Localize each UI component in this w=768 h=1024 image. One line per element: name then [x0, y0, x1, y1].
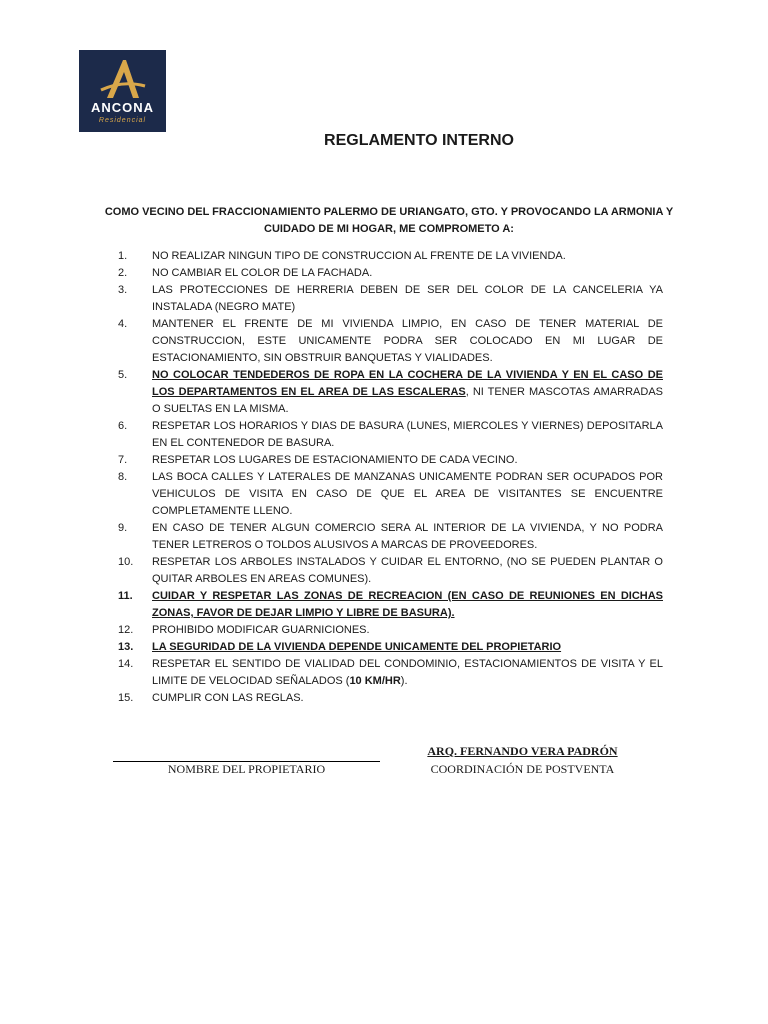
rule-number: 5. — [118, 369, 128, 381]
owner-signature-label: NOMBRE DEL PROPIETARIO — [167, 762, 326, 776]
rules-list — [118, 248, 663, 707]
rule-text: PROHIBIDO MODIFICAR GUARNICIONES. — [152, 624, 370, 636]
rule-number: 10. — [118, 556, 134, 568]
rule-text: NO REALIZAR NINGUN TIPO DE CONSTRUCCION AL FRENTE DE LA VIVIENDA. — [152, 250, 566, 262]
rule-text: LA SEGURIDAD DE LA VIVIENDA DEPENDE UNICAMENTE DEL PROPIETARIO — [152, 641, 562, 653]
rule-text-rest: , NI TENER MASCOTAS AMARRADAS O SUELTAS EN LA MISMA. — [152, 386, 663, 415]
rule-number: 14. — [118, 658, 134, 670]
rule-text: EN CASO DE TENER ALGUN COMERCIO SERA AL INTERIOR DE LA VIVIENDA, Y NO PODRA TENER LETREROS O TOLDOS ALUSIVOS A MARCAS DE PROVEEDORES. — [152, 522, 663, 551]
company-logo — [79, 50, 166, 132]
rule-number: 11. — [118, 590, 133, 602]
rule-text-part: RESPETAR EL SENTIDO DE VIALIDAD DEL CONDOMINIO, ESTACIONAMIENTOS DE VISITA Y EL LIMITE DE VELOCIDAD SEÑALADOS ( — [152, 658, 663, 687]
rule-item — [118, 690, 663, 707]
document-title: REGLAMENTO INTERNO — [324, 132, 514, 149]
rule-item — [118, 622, 663, 639]
rule-item — [118, 316, 663, 367]
coordinator-name: ARQ. FERNANDO VERA PADRÓN — [427, 744, 618, 758]
coordinator-role: COORDINACIÓN DE POSTVENTA — [430, 762, 615, 776]
rule-text: RESPETAR LOS HORARIOS Y DIAS DE BASURA (LUNES, MIERCOLES Y VIERNES) DEPOSITARLA EN EL CONTENEDOR DE BASURA. — [152, 420, 663, 449]
rule-item — [118, 282, 663, 316]
rule-number: 7. — [118, 454, 128, 466]
rule-number: 3. — [118, 284, 128, 296]
rule-item — [118, 588, 663, 622]
rule-item — [118, 452, 663, 469]
rule-item — [118, 469, 663, 520]
rule-text — [152, 656, 663, 690]
rule-text: RESPETAR LOS ARBOLES INSTALADOS Y CUIDAR EL ENTORNO, (NO SE PUEDEN PLANTAR O QUITAR ARBOLES EN AREAS COMUNES). — [152, 556, 663, 585]
rule-item — [118, 520, 663, 554]
rule-text: CUIDAR Y RESPETAR LAS ZONAS DE RECREACION (EN CASO DE REUNIONES EN DICHAS ZONAS, FAVOR DE DEJAR LIMPIO Y LIBRE DE BASURA). — [152, 590, 663, 619]
rule-item — [118, 656, 663, 690]
rule-number: 4. — [118, 318, 128, 330]
rule-item — [118, 367, 663, 418]
rule-number: 1. — [118, 250, 128, 262]
rule-item — [118, 248, 663, 265]
rule-text-part: ). — [400, 675, 408, 687]
rule-text — [152, 367, 663, 418]
rule-number: 9. — [118, 522, 128, 534]
intro-paragraph: COMO VECINO DEL FRACCIONAMIENTO PALERMO DE URIANGATO, GTO. Y PROVOCANDO LA ARMONIA Y CUIDADO DE MI HOGAR, ME COMPROMETO A: — [104, 206, 674, 235]
rule-number: 2. — [118, 267, 128, 279]
rule-number: 6. — [118, 420, 128, 432]
rule-text-emphasis: NO COLOCAR TENDEDEROS DE ROPA EN LA COCHERA DE LA VIVIENDA Y EN EL CASO DE LOS DEPARTAMENTOS EN EL AREA DE LAS ESCALERAS — [152, 369, 663, 398]
rule-text: MANTENER EL FRENTE DE MI VIVIENDA LIMPIO, EN CASO DE TENER MATERIAL DE CONSTRUCCION, ESTE UNICAMENTE PODRA SER COLOCADO EN MI LUGAR DE ESTACIONAMIENTO, SIN OBSTRUIR BANQUETAS Y VIALIDADES. — [152, 318, 663, 364]
rule-item — [118, 265, 663, 282]
logo-name: ANCONA — [90, 100, 155, 115]
speed-limit-value: 10 KM/HR — [349, 675, 401, 687]
rule-text: LAS BOCA CALLES Y LATERALES DE MANZANAS UNICAMENTE PODRAN SER OCUPADOS POR VEHICULOS DE VISITA EN CASO DE QUE EL AREA DE VISITANTES SE ENCUENTRE COMPLETAMENTE LLENO. — [152, 471, 663, 517]
rule-item — [118, 418, 663, 452]
rule-item — [118, 639, 663, 656]
rule-text: CUMPLIR CON LAS REGLAS. — [152, 692, 304, 704]
logo-subtitle: Residencial — [98, 117, 147, 124]
rule-item — [118, 554, 663, 588]
rule-number: 15. — [118, 692, 134, 704]
rule-number: 8. — [118, 471, 128, 483]
rule-text: NO CAMBIAR EL COLOR DE LA FACHADA. — [152, 267, 373, 279]
rule-number: 13. — [118, 641, 134, 653]
rule-text: LAS PROTECCIONES DE HERRERIA DEBEN DE SER DEL COLOR DE LA CANCELERIA YA INSTALADA (NEGRO MATE) — [152, 284, 663, 313]
rule-text: RESPETAR LOS LUGARES DE ESTACIONAMIENTO DE CADA VECINO. — [152, 454, 518, 466]
rule-number: 12. — [118, 624, 134, 636]
